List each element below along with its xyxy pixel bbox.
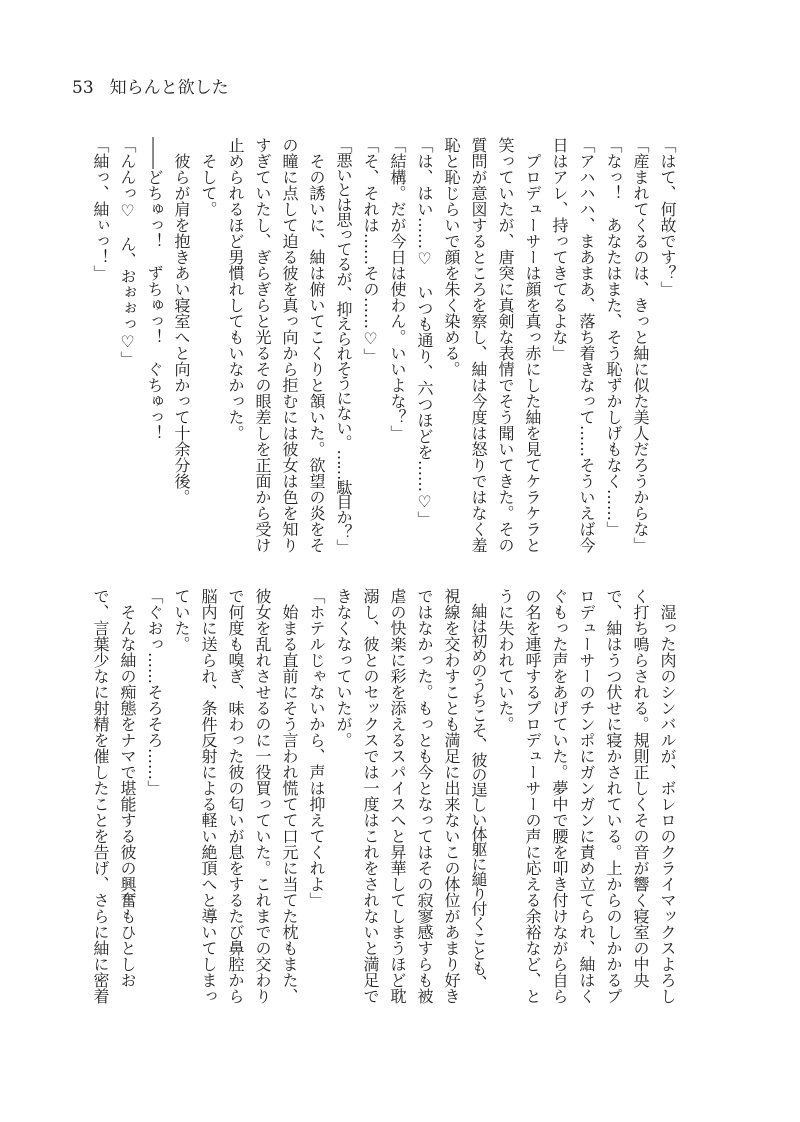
- text-line: プロデューサーは顔を真っ赤にした紬を見てケラケラと: [523, 137, 542, 553]
- text-line: 「ホテルじゃないから、声は抑えてくれよ」: [307, 588, 326, 908]
- text-line: で、紬はうつ伏せに寝かされている。上からのしかかるプ: [604, 588, 623, 1004]
- text-line: 「なっ！ あなたはまた、そう恥ずかしげもなく……」: [604, 137, 623, 537]
- text-line: 日はアレ、持ってきてるよな」: [550, 137, 569, 361]
- text-line: 「はて、何故です？」: [658, 137, 677, 297]
- running-title: 知らんと欲した: [109, 78, 229, 98]
- text-line: そんな紬の痴態をナマで堪能する彼の興奮もひとしお: [118, 588, 137, 988]
- text-line: 笑っていたが、唐突に真剣な表情でそう聞いてきた。その: [496, 137, 515, 553]
- text-line: 「結構。だが今日は使わん。いいよな？」: [388, 137, 407, 441]
- upper-text-tier: [87, 137, 681, 553]
- text-line: で、言葉少なに射精を催したことを告げ、さらに紬に密着: [91, 588, 110, 1004]
- text-line: 質問が意図するところを察し、紬は今度は怒りではなく羞: [469, 137, 488, 553]
- text-line: 「そ、それは……その……♡」: [361, 137, 380, 364]
- text-line: 紬は初めのうちこそ、彼の逞しい体躯に縋り付くことも、: [469, 588, 488, 990]
- text-line: 彼女を乱れさせるのに一役買っていた。これまでの交わり: [253, 588, 272, 1004]
- text-line: ぐもった声をあげていた。夢中で腰を叩き付けながら自ら: [550, 588, 569, 1004]
- text-line: の瞳に点して迫る彼を真っ向から拒むには彼女は色を知り: [280, 137, 299, 553]
- text-line: 溺し、彼とのセックスでは一度はこれをされないと満足で: [361, 588, 380, 1004]
- text-line: うに失われていた。: [496, 588, 515, 732]
- lower-text-tier: [87, 588, 681, 1004]
- text-line: く打ち鳴らされる。規則正しくその音が響く寝室の中央: [631, 588, 650, 988]
- text-line: 彼らが肩を抱きあい寝室へと向かって十余分後。: [172, 137, 191, 505]
- text-line: 「アハハハ、まあまあ、落ち着きなって……そういえば今: [577, 137, 596, 553]
- text-line: ていた。: [172, 588, 191, 652]
- text-line: すぎていたし、ぎらぎらと光るその眼差しを正面から受け: [253, 137, 272, 553]
- text-line: ではなかった。もっとも今となってはその寂寥感すらも被: [415, 588, 434, 1004]
- text-line: 脳内に送られ、条件反射による軽い絶頂へと導いてしまっ: [199, 588, 218, 1004]
- page-number: 53: [72, 78, 94, 98]
- text-line: 「んんっ♡ ん、おぉぉっ♡」: [118, 137, 137, 367]
- text-line: で何度も嗅ぎ、味わった彼の匂いが息をするたび鼻腔から: [226, 588, 245, 1004]
- text-line: 始まる直前にそう言われ慌てて口元に当てた枕もまた、: [280, 588, 299, 1004]
- text-line: 止められるほど男慣れしてもいなかった。: [226, 137, 245, 441]
- text-line: 湿った肉のシンバルが、ボレロのクライマックスよろし: [658, 588, 677, 1004]
- text-line: ロデューサーのチンポにガンガンに責め立てられ、紬はく: [577, 588, 596, 1004]
- text-line: 「産まれてくるのは、きっと紬に似た美人だろうからな」: [631, 137, 650, 553]
- text-line: 視線を交わすことも満足に出来ないこの体位があまり好き: [442, 588, 461, 1004]
- text-line: そして。: [199, 137, 218, 217]
- text-line: 「悪いとは思ってるが、抑えられそうにない。……駄目か？」: [334, 137, 353, 554]
- text-line: ――どちゅっ！ ずちゅっ！ ぐちゅっ！: [145, 137, 164, 441]
- text-line: きなくなっていたが。: [334, 588, 353, 748]
- text-line: 虐の快楽に彩を添えるスパイスへと昇華してしまうほど耽: [388, 588, 407, 1004]
- text-line: その誘いに、紬は俯いてこくりと頷いた。欲望の炎をそ: [307, 137, 326, 553]
- running-head: [72, 76, 229, 100]
- text-line: 「は、はい……♡ いつも通り、六つほどを……♡」: [415, 137, 434, 527]
- text-line: 「ぐおっ……そろそろ……」: [145, 588, 164, 796]
- text-line: 「紬っ、紬ぃっ！」: [91, 137, 110, 281]
- text-line: 恥と恥じらいで顔を朱く染める。: [442, 137, 461, 377]
- text-line: の名を連呼するプロデューサーの声に応える余裕など、と: [523, 588, 542, 1004]
